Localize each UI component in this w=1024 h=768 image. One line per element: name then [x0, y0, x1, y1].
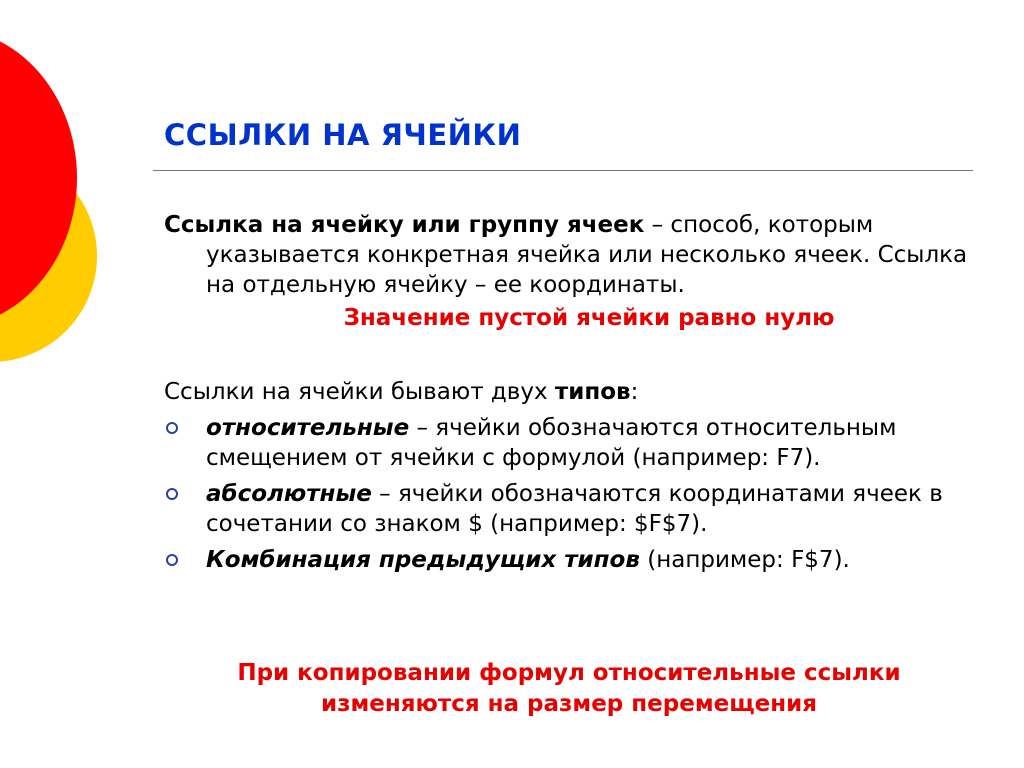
title-divider: [153, 170, 973, 171]
slide-title: ССЫЛКИ НА ЯЧЕЙКИ: [164, 118, 522, 152]
hollow-circle-bullet-icon: [166, 422, 178, 434]
definition-term: Ссылка на ячейку или группу ячеек: [164, 212, 645, 238]
hollow-circle-bullet-icon: [166, 488, 178, 500]
types-list: [164, 413, 974, 575]
conclusion: [164, 658, 974, 720]
types-intro-bold: типов: [554, 379, 631, 405]
slide-body: [164, 210, 974, 581]
definition-paragraph: [164, 210, 974, 300]
spacer: [164, 333, 974, 377]
definition-text: – способ, которым указывается конкретная ячейка или несколько ячеек. Ссылка на отдельную ячейку – ее координаты.: [206, 212, 968, 298]
type-term: относительные: [206, 415, 410, 441]
type-term: абсолютные: [206, 481, 372, 507]
type-text: – ячейки обозначаются относительным смещением от ячейки с формулой (например: F7).: [206, 415, 897, 471]
list-item: [164, 479, 974, 539]
types-intro: [164, 377, 974, 407]
type-term: Комбинация предыдущих типов: [206, 547, 640, 573]
list-item: [164, 545, 974, 575]
conclusion-line-1: При копировании формул относительные ссылки: [237, 660, 901, 686]
type-text: (например: F$7).: [639, 547, 850, 573]
types-intro-after: :: [630, 379, 639, 405]
type-text: – ячейки обозначаются координатами ячеек в сочетании со знаком $ (например: $F$7).: [206, 481, 943, 537]
types-intro-before: Ссылки на ячейки бывают двух: [164, 379, 555, 405]
empty-cell-note: Значение пустой ячейки равно нулю: [343, 305, 835, 331]
list-item: [164, 413, 974, 473]
hollow-circle-bullet-icon: [166, 554, 178, 566]
conclusion-line-2: изменяются на размер перемещения: [320, 691, 818, 717]
